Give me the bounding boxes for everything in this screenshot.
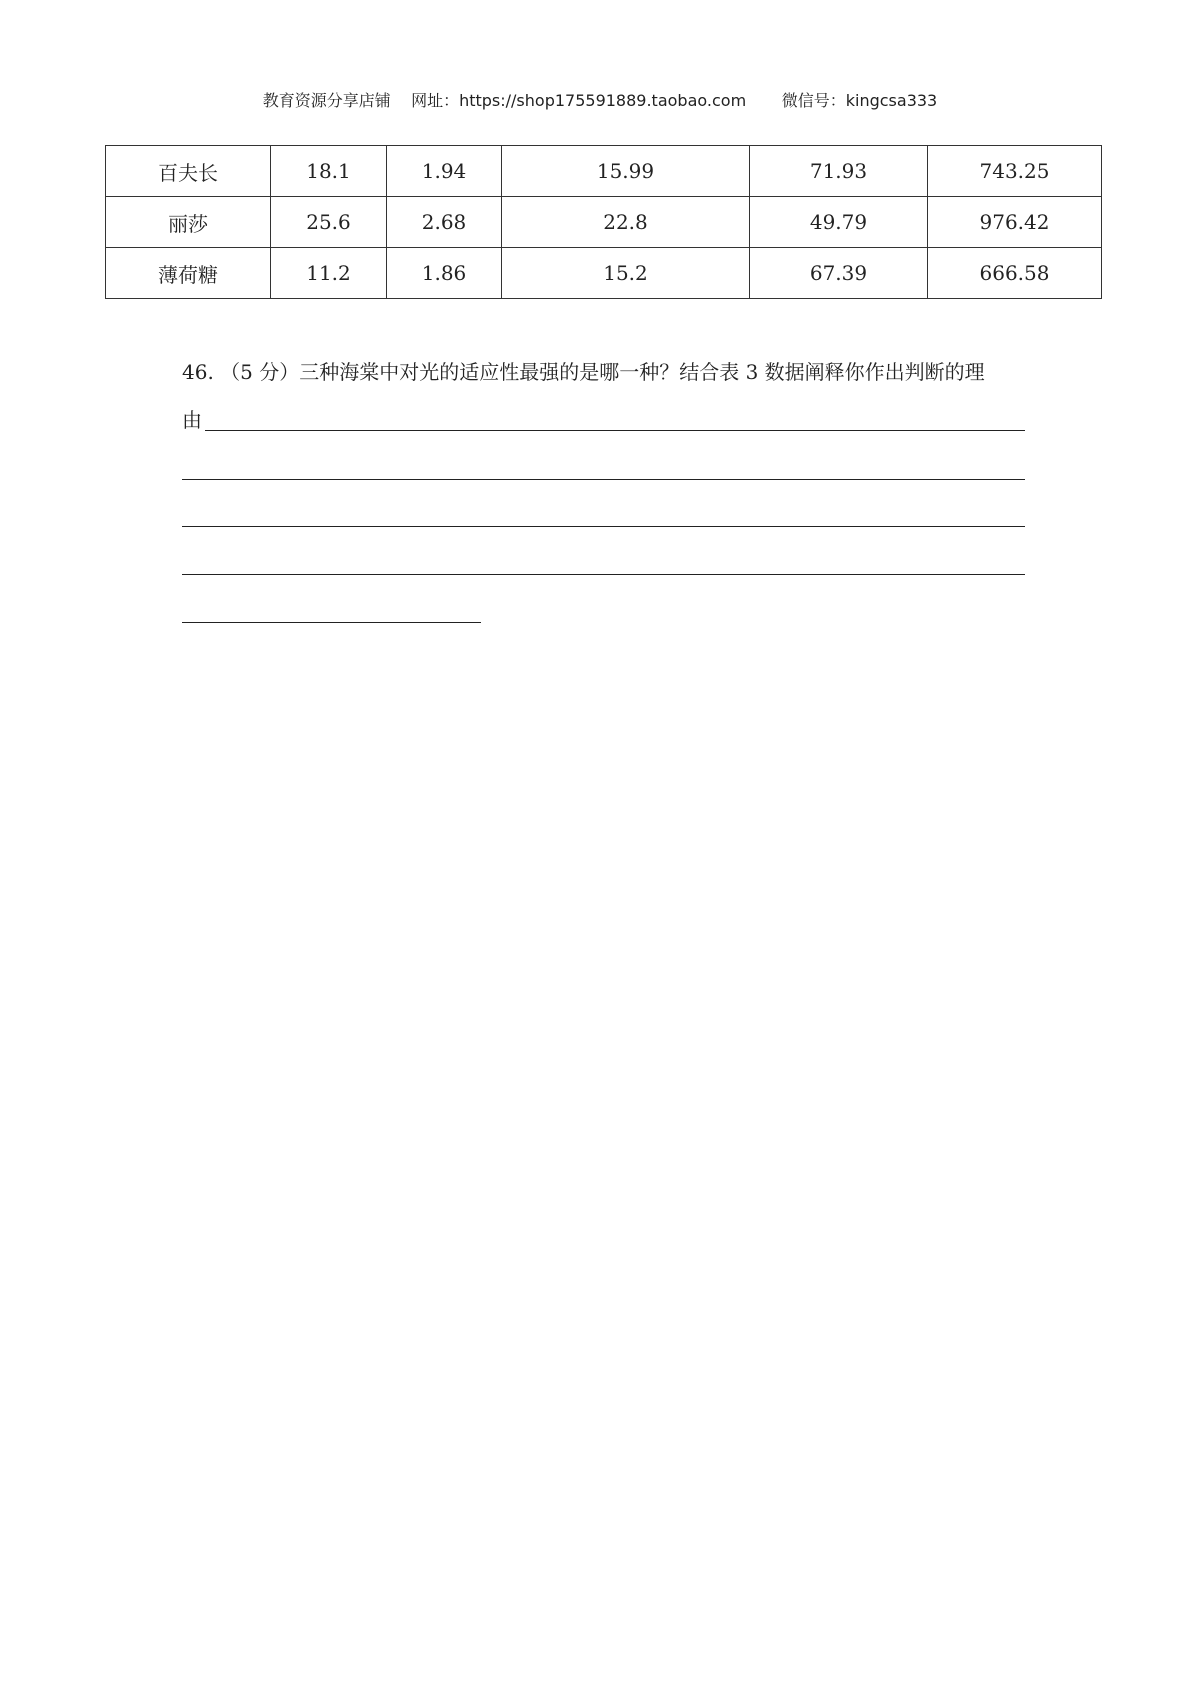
table-cell: 1.94	[387, 146, 502, 197]
page-header: 教育资源分享店铺 网址：https://shop175591889.taobao.com 微信号：kingcsa333	[262, 91, 938, 110]
answer-line[interactable]	[182, 574, 1025, 575]
table-row	[106, 197, 1102, 248]
question-46: 46. （5 分）三种海棠中对光的适应性最强的是哪一种？结合表 3 数据阐释你作出判断的理	[182, 360, 985, 384]
table-cell: 1.86	[387, 248, 502, 299]
answer-line[interactable]	[205, 430, 1025, 431]
table-cell: 67.39	[750, 248, 928, 299]
table-cell: 15.99	[502, 146, 750, 197]
table-row	[106, 146, 1102, 197]
table-cell: 百夫长	[106, 146, 271, 197]
table-cell: 25.6	[271, 197, 387, 248]
table-cell: 15.2	[502, 248, 750, 299]
table-cell: 丽莎	[106, 197, 271, 248]
table-cell: 976.42	[928, 197, 1102, 248]
table-cell: 743.25	[928, 146, 1102, 197]
table-cell: 666.58	[928, 248, 1102, 299]
answer-line[interactable]	[182, 622, 481, 623]
answer-line[interactable]	[182, 526, 1025, 527]
table-row	[106, 248, 1102, 299]
question-continuation: 由	[182, 408, 202, 432]
table-cell: 2.68	[387, 197, 502, 248]
table-cell: 薄荷糖	[106, 248, 271, 299]
table-cell: 22.8	[502, 197, 750, 248]
table-cell: 49.79	[750, 197, 928, 248]
table-cell: 11.2	[271, 248, 387, 299]
answer-line[interactable]	[182, 479, 1025, 480]
table-cell: 71.93	[750, 146, 928, 197]
data-table	[105, 145, 1102, 299]
table-cell: 18.1	[271, 146, 387, 197]
